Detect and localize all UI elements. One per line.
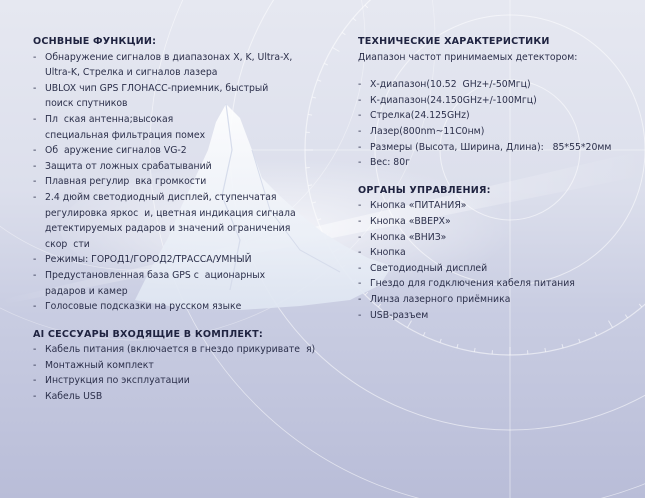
list-item: - Кнопка <box>358 245 643 261</box>
specs-list <box>358 77 643 171</box>
list-item: - Кнопка «ВВЕРХ» <box>358 214 643 230</box>
radar-tick <box>579 339 580 343</box>
list-item: - Об аружение сигналов VG-2 <box>33 143 325 159</box>
specs-heading: ТЕХНИЧЕСКИЕ ХАРАКТЕРИСТИКИ <box>358 36 550 47</box>
controls-heading: ОРГАНЫ УПРАВЛЕНИЯ: <box>358 184 491 196</box>
list-item: - Линза лазерного приёмника <box>358 292 643 308</box>
functions-list <box>33 50 325 315</box>
list-item: - Кнопка «ВНИЗ» <box>358 230 643 246</box>
radar-tick <box>595 332 597 336</box>
list-item: - Голосовые подсказки на русском языке <box>33 299 325 315</box>
list-item: - Режимы: ГОРОД1/ГОРОД2/ТРАССА/УМНЫЙ <box>33 252 325 268</box>
list-item: - Кнопка «ПИТАНИЯ» <box>358 198 643 214</box>
accessories-list <box>33 342 325 404</box>
radar-tick <box>474 348 475 352</box>
right-column <box>358 34 643 323</box>
list-item: - Защита от ложных срабатываний <box>33 159 325 175</box>
list-item: - Стрелка(24.125GHz) <box>358 108 643 124</box>
list-item: - UBLOX чип GPS ГЛОНАСС-приемник, быстрый поиск спутников <box>33 81 325 112</box>
radar-tick <box>342 32 345 34</box>
list-item: - Плавная регулир вка громкости <box>33 174 325 190</box>
list-item: - Лазер(800nm~11С0нм) <box>358 124 643 140</box>
list-item: - Кабель USB <box>33 389 325 405</box>
list-item: - 2.4 дюйм светодиодный дисплей, ступенчатая регулировка яркос и, цветная индикация сигнала детектируемых радаров и значений ограничения скор сти <box>33 190 325 252</box>
radar-tick <box>545 348 546 352</box>
radar-tick <box>423 332 425 336</box>
list-item: - Гнездо для годключения кабеля питания <box>358 276 643 292</box>
radar-tick <box>365 5 368 8</box>
list-item: - Предустановленная база GPS с ационарных радаров и камер <box>33 268 325 299</box>
list-item: - Пл ская антенна;высокая специальная фильтрация помех <box>33 112 325 143</box>
list-item: - USB-разъем <box>358 308 643 324</box>
accessories-heading: АI СЕССУАРЫ ВХОДЯЩИЕ В КОМПЛЕКТ: <box>33 328 263 340</box>
list-item: - К-диапазон(24.150GHz+/-100Мгц) <box>358 93 643 109</box>
radar-tick <box>353 18 356 21</box>
functions-heading: ОСНВНЫЕ ФУНКЦИИ: <box>33 36 157 47</box>
specs-subtitle: Диапазон частот принимаемых детектором: <box>358 51 578 63</box>
list-item: - Обнаружение сигналов в диапазонах X, K, Ultra-X, Ultra-K, Стрелка и сигналов лазера <box>33 50 325 81</box>
list-item: - Инструкция по эксплуатации <box>33 373 325 389</box>
radar-tick <box>457 344 458 348</box>
list-item: - Размеры (Высота, Ширина, Длина): 85*55*20мм <box>358 140 643 156</box>
radar-tick <box>332 48 339 52</box>
radar-tick <box>562 344 563 348</box>
left-column <box>33 34 325 405</box>
list-item: - Вес: 80г <box>358 155 643 171</box>
controls-list <box>358 198 643 323</box>
list-item: - Светодиодный дисплей <box>358 261 643 277</box>
radar-tick <box>440 339 441 343</box>
list-item: - Кабель питания (включается в гнездо прикуривате я) <box>33 342 325 358</box>
list-item: - Монтажный комплект <box>33 358 325 374</box>
list-item: - Х-диапазон(10.52 GHz+/-50Мгц) <box>358 77 643 93</box>
